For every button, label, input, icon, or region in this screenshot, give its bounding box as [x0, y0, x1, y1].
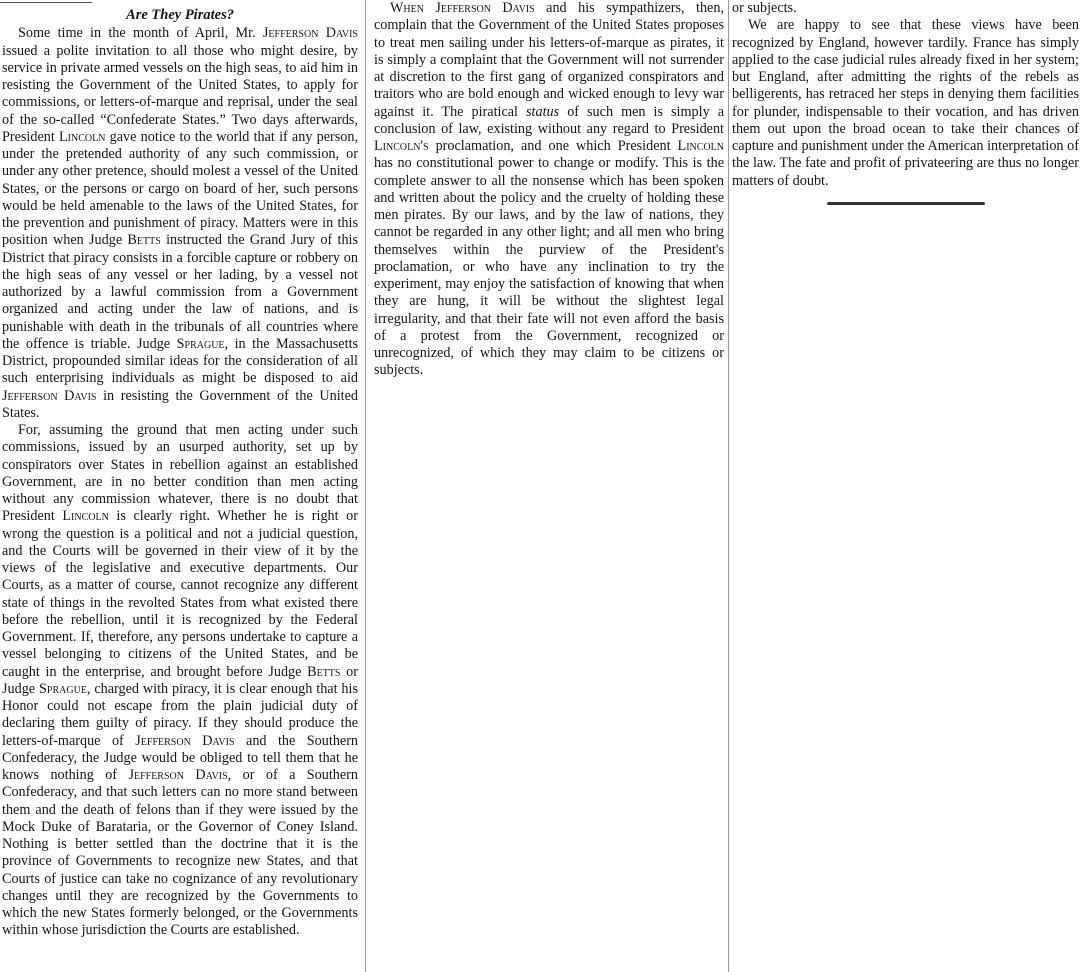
name-jefferson-davis: Jefferson Davis — [262, 25, 358, 42]
text-run: , charged with piracy, it is clear enough that his Honor could not escape from the plain judicial duty of declaring them guilty of piracy. If they should produce the letters-of-marque of — [2, 680, 358, 749]
text-run: For, assuming the ground that men acting under such commissions, issued by an usurped authority, set up by conspirators over States in rebellion against an established Government, are in no better condition than men acting without any commission whatever, there is no doubt that President — [2, 422, 358, 525]
column-rule — [728, 0, 729, 972]
name-sprague: Sprague — [176, 335, 225, 352]
name-betts: Betts — [127, 232, 161, 249]
text-run: and the Southern Confederacy, the Judge would be obliged to tell them that he knows nothing of — [2, 732, 359, 783]
name-jefferson-davis: Jefferson Davis — [2, 387, 97, 404]
name-jefferson-davis: Jefferson Davis — [128, 767, 228, 783]
paragraph-4: We are happy to see that these views have been recognized by England, however tardily. France has simply applied to the case judicial rules already fixed in her system; but England, after admitting the rights of the rebels as belligerents, has retraced her steps in denying them facilities for plunder, indispensable to their vocation, and has driven them out upon the broad ocean to take their chances of capture and punishment under the American interpretation of the law. The fate and profit of privateering are thus no longer matters of doubt. — [732, 17, 1079, 189]
name-betts: Betts — [307, 663, 341, 680]
text-run: has no constitutional power to change or modify. This is the complete answer to all the nonsense which has been spoken and written about the policy and the cruelty of holding these men pirates. By our laws, and by the law of nations, they cannot be regarded in any other light; and all men who bring themselves within the purview of the President's proclamation, or who have any inclination to try the experiment, may enjoy the satisfaction of knowing that when they are hung, it will be without the slightest legal irregularity, and that their fate will not even afford the basis of a protest from the Government, recognized or unrecognized, of which they may claim to be citizens or subjects. — [374, 155, 724, 379]
name-sprague: Sprague — [39, 680, 87, 697]
name-jefferson-davis: When Jefferson Davis — [390, 0, 535, 16]
name-lincoln: Lincoln — [62, 508, 109, 525]
paragraph-1 — [2, 25, 358, 422]
paragraph-3-continuation: or subjects. — [732, 0, 797, 16]
text-run: or Judge — [2, 663, 358, 697]
name-jefferson-davis: Jefferson Davis — [135, 732, 235, 749]
column-rule — [365, 0, 366, 972]
text-run: instructed the Grand Jury of this District that piracy consists in a forcible capture or robbery on the high seas of any vessel or her lading, by a vessel not authorized by a lawful commission from a Government organized and acting under the law of nations, and is punishable with death in the tribunals of all countries where the offence is triable. Judge — [2, 232, 358, 352]
text-run: issued a polite invitation to all those who might desire, by service in private armed vessels on the high seas, to aid him in resisting the Government of the United States, to apply for commissions, or letters-of-marque and reprisal, under the seal of the so-called “Confederate States.” Two days afterwards, President — [2, 42, 358, 145]
article-end-rule — [827, 202, 985, 205]
text-run: of such men is simply a conclusion of law, existing without any regard to President — [374, 103, 724, 137]
name-lincoln: Lincoln's — [374, 138, 429, 154]
paragraph-3 — [374, 0, 724, 380]
text-run: and his sympathizers, then, complain that the Government of the United States proposes to treat men sailing under his letters-of-marque as pirates, it is simply a complaint that the Government will not surrender at discretion to the first gang of organized conspirators and traitors who are bold enough and wicked enough to levy war against it. The piratical — [374, 0, 724, 120]
text-run: in resisting the Government of the United States. — [2, 387, 358, 421]
text-run: Some time in the month of April, Mr. — [18, 25, 263, 42]
article-headline: Are They Pirates? — [126, 7, 234, 23]
paragraph-2 — [2, 422, 358, 940]
text-run: , in the Massachusetts District, propounded similar ideas for the consideration of all such enterprising individuals as might be disposed to aid — [2, 335, 359, 387]
text-run: gave notice to the world that if any person, under the pretended authority of any such commission, or under any other pretence, should molest a vessel of the United States, or the persons or cargo on board of her, such persons would be held amenable to the laws of the United States, for the prevention and punishment of piracy. Matters were in this position when Judge — [2, 128, 358, 249]
column-1 — [2, 0, 358, 940]
name-lincoln: Lincoln — [59, 128, 106, 145]
text-run: is clearly right. Whether he is right or wrong the question is a political and not a judicial question, and the Courts will be governed in their view of it by the views of the legislative and executive departments. Our Courts, as a matter of course, cannot recognize any different state of things in the revolted States from what existed there before the rebellion, until it is recognized by the Federal Government. If, therefore, any persons undertake to capture a vessel belonging to citizens of the United States, and be caught in the enterprise, and brought before Judge — [2, 508, 358, 680]
name-lincoln: Lincoln — [677, 138, 724, 154]
column-2 — [374, 0, 724, 380]
text-run: , or of a Southern Confederacy, and that such letters can no more stand between them and the death of felons than if they were issued by the Mock Duke of Barataria, or the Governor of Coney Island. Nothing is better settled than the doctrine that it is the province of Governments to recognize new States, and that Courts of justice can take no cognizance of any revolutionary changes until they are recognized by the Governments to which the new States formerly belonged, or the Governments within whose jurisdiction the Courts are established. — [2, 767, 358, 939]
column-3 — [732, 0, 1079, 205]
italic-status: status — [526, 103, 560, 120]
text-run: proclamation, and one which President — [428, 138, 678, 154]
